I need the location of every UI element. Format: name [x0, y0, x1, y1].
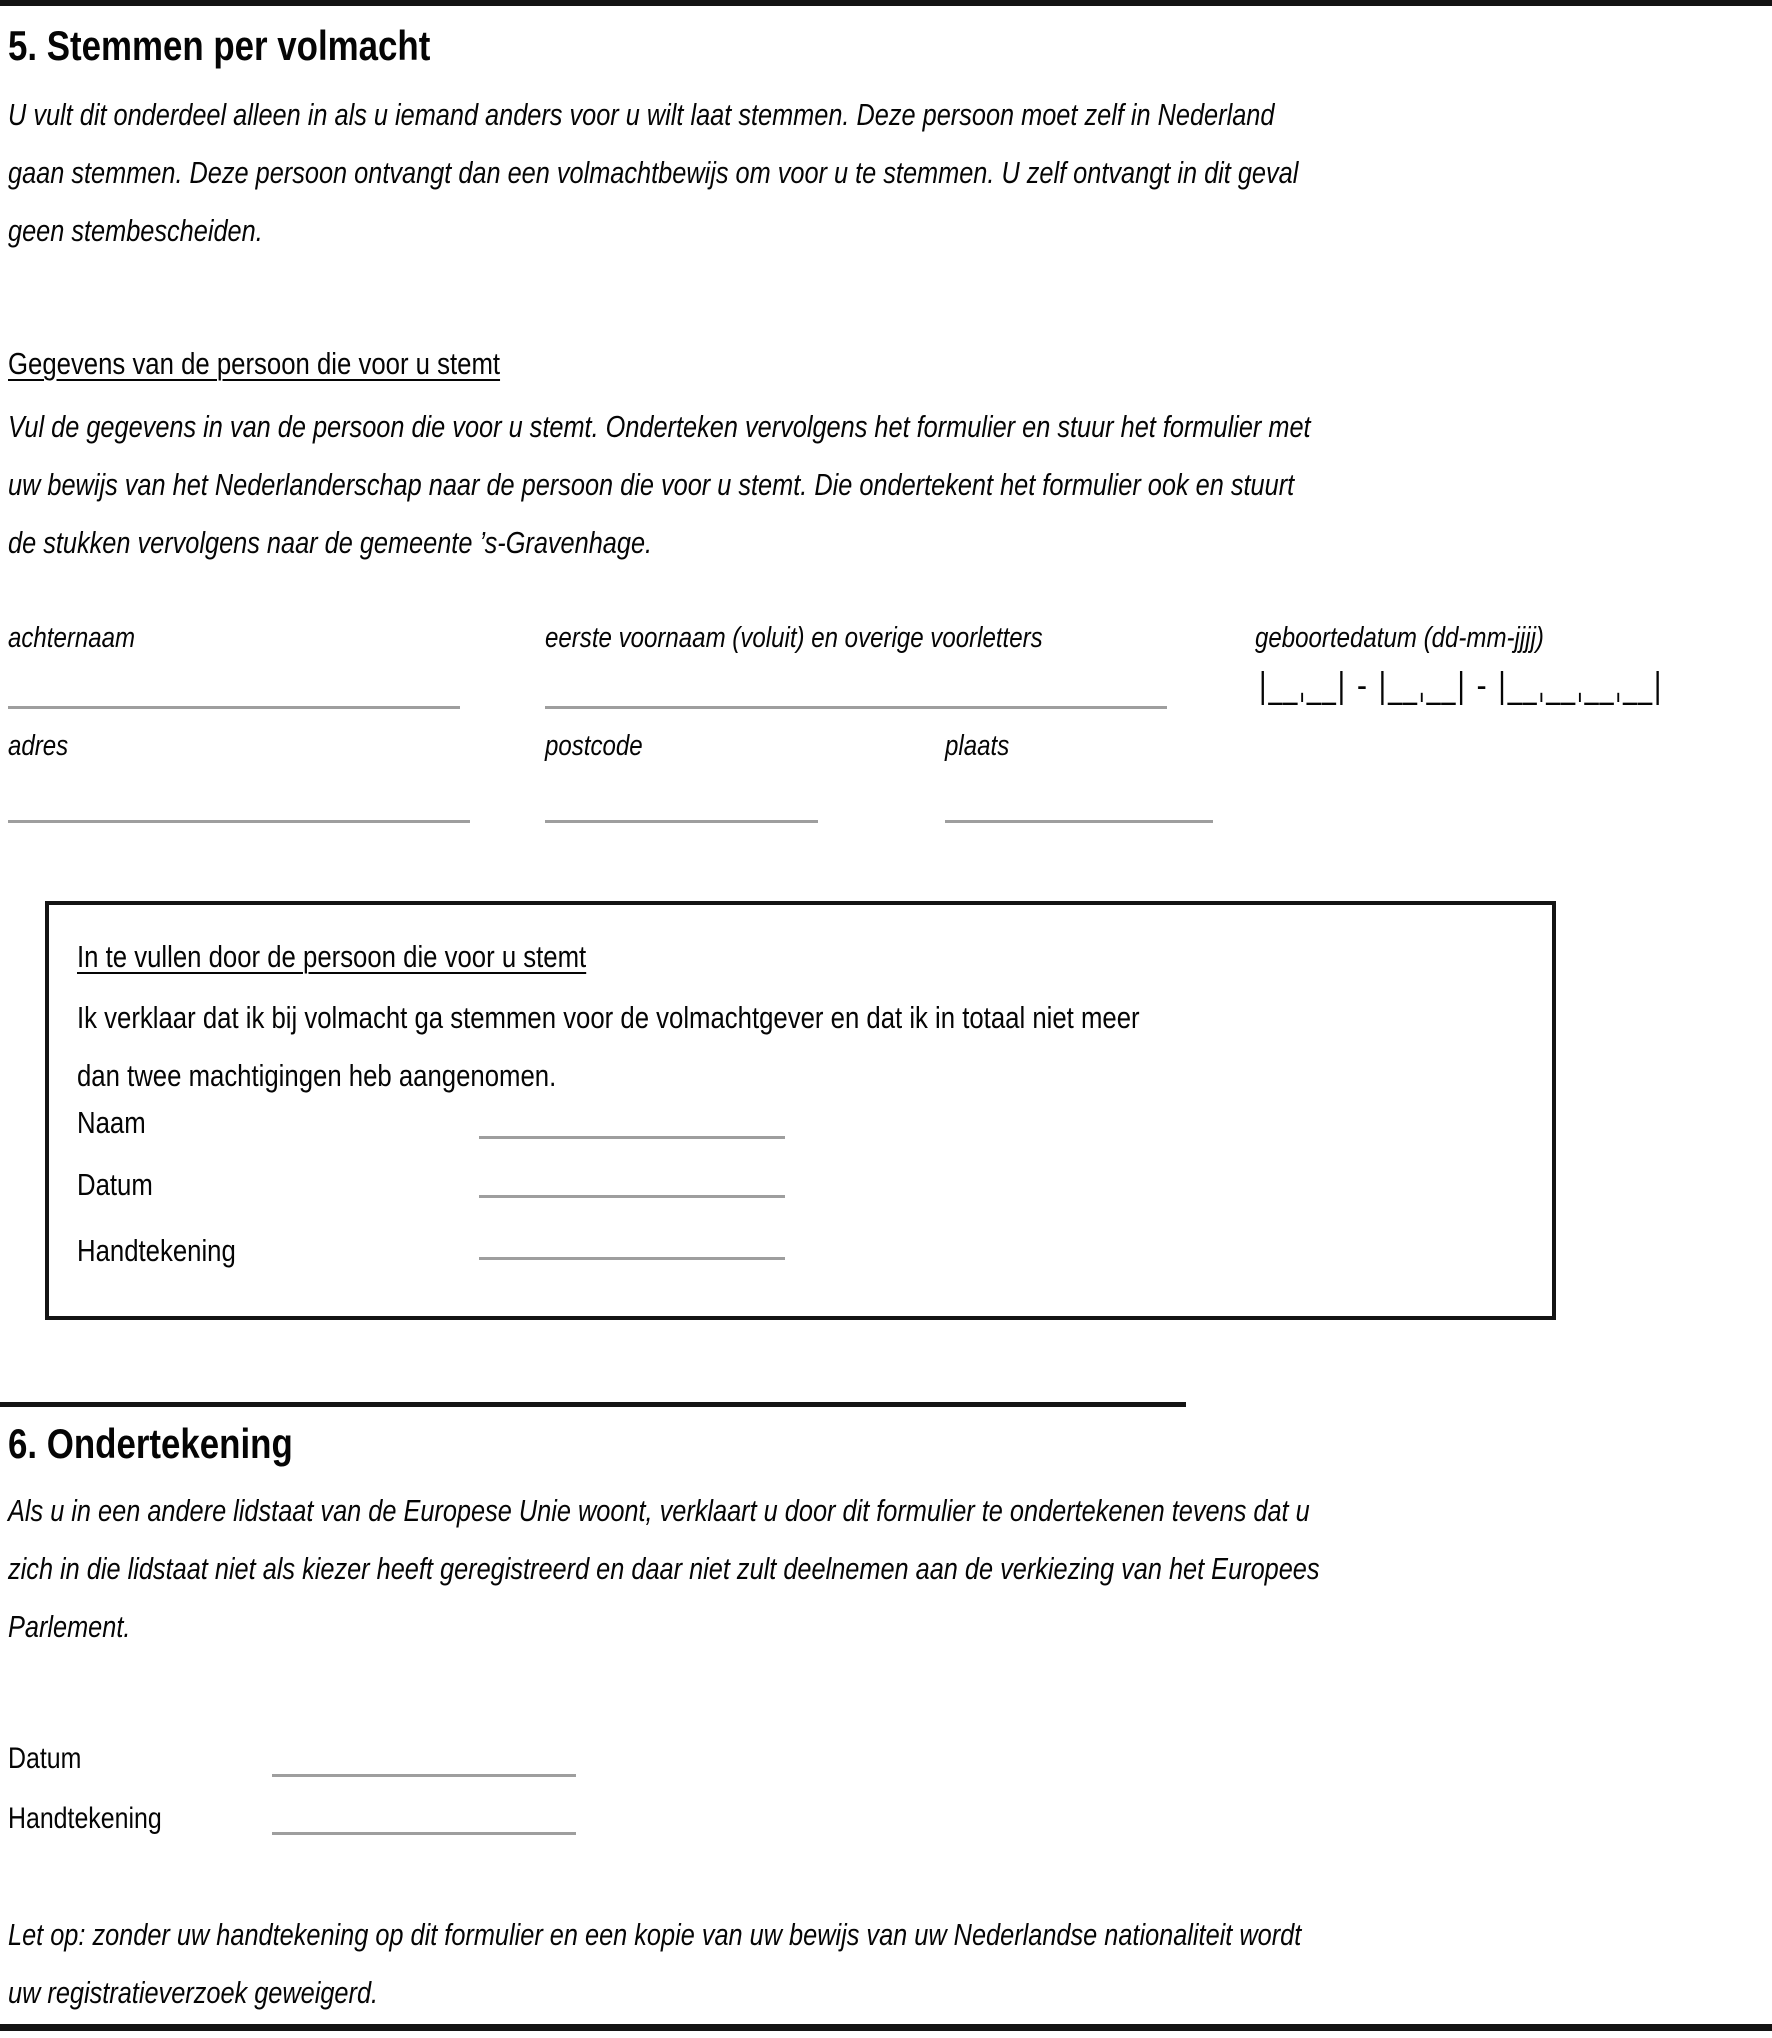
section5-intro: [8, 86, 1563, 260]
signature-handtekening-label: Handtekening: [8, 1802, 162, 1835]
section6-body-line: zich in die lidstaat niet als kiezer heeft geregistreerd en daar niet zult deelnemen aan de verkiezing van het Europees: [8, 1552, 1320, 1586]
section6-body: [8, 1482, 1588, 1656]
section6-body-line: Parlement.: [8, 1610, 131, 1644]
proxy-box-heading: In te vullen door de persoon die voor u stemt: [77, 939, 587, 974]
warning-line: Let op: zonder uw handtekening op dit formulier en een kopie van uw bewijs van uw Nederlandse nationaliteit wordt: [8, 1918, 1302, 1952]
datum-fill-line: [479, 1195, 785, 1198]
instructions-line: uw bewijs van het Nederlanderschap naar de persoon die voor u stemt. Die ondertekent het formulier ook en stuurt: [8, 468, 1295, 502]
datum-label: Datum: [77, 1167, 153, 1202]
intro-line: gaan stemmen. Deze persoon ontvangt dan een volmachtbewijs om voor u te stemmen. U zelf ontvangt in dit geval: [8, 156, 1299, 190]
achternaam-fill-line: [8, 706, 460, 709]
achternaam-label: achternaam: [8, 622, 136, 654]
geboortedatum-entry-boxes: |__ˌ__| - |__ˌ__| - |__ˌ__ˌ__ˌ__|: [1258, 666, 1664, 706]
proxy-declaration-box: [45, 901, 1556, 1320]
adres-label: adres: [8, 730, 69, 762]
naam-fill-line: [479, 1136, 785, 1139]
bottom-rule: [0, 2024, 1772, 2031]
postcode-fill-line: [545, 820, 818, 823]
intro-line: U vult dit onderdeel alleen in als u iemand anders voor u wilt laat stemmen. Deze persoon moet zelf in Nederland: [8, 98, 1275, 132]
declaration-line: Ik verklaar dat ik bij volmacht ga stemmen voor de volmachtgever en dat ik in totaal niet meer: [77, 1000, 1140, 1035]
adres-fill-line: [8, 820, 470, 823]
signature-datum-fill-line: [272, 1774, 576, 1777]
naam-label: Naam: [77, 1105, 146, 1140]
section5-title: 5. Stemmen per volmacht: [8, 22, 431, 69]
signature-handtekening-fill-line: [272, 1832, 576, 1835]
handtekening-label: Handtekening: [77, 1233, 236, 1268]
voornaam-label: eerste voornaam (voluit) en overige voorletters: [545, 622, 1043, 654]
declaration-line: dan twee machtigingen heb aangenomen.: [77, 1058, 557, 1093]
signature-datum-label: Datum: [8, 1742, 82, 1775]
intro-line: geen stembescheiden.: [8, 214, 263, 248]
handtekening-fill-line: [479, 1257, 785, 1260]
warning-line: uw registratieverzoek geweigerd.: [8, 1976, 379, 2010]
section-divider: [0, 1402, 1186, 1407]
section6-title: 6. Ondertekening: [8, 1420, 293, 1467]
warning-note: [8, 1906, 1566, 2022]
section6-body-line: Als u in een andere lidstaat van de Europese Unie woont, verklaart u door dit formulier te ondertekenen tevens dat u: [8, 1494, 1310, 1528]
plaats-label: plaats: [945, 730, 1010, 762]
proxy-details-subheading: Gegevens van de persoon die voor u stemt: [8, 346, 501, 381]
instructions-line: Vul de gegevens in van de persoon die voor u stemt. Onderteken vervolgens het formulier en stuur het formulier met: [8, 410, 1311, 444]
top-rule: [0, 0, 1772, 6]
proxy-declaration: [77, 989, 1357, 1105]
section5-instructions: [8, 398, 1577, 572]
voornaam-fill-line: [545, 706, 1167, 709]
plaats-fill-line: [945, 820, 1213, 823]
geboortedatum-label: geboortedatum (dd-mm-jjjj): [1255, 622, 1544, 654]
postcode-label: postcode: [545, 730, 643, 762]
instructions-line: de stukken vervolgens naar de gemeente ’s-Gravenhage.: [8, 526, 653, 560]
